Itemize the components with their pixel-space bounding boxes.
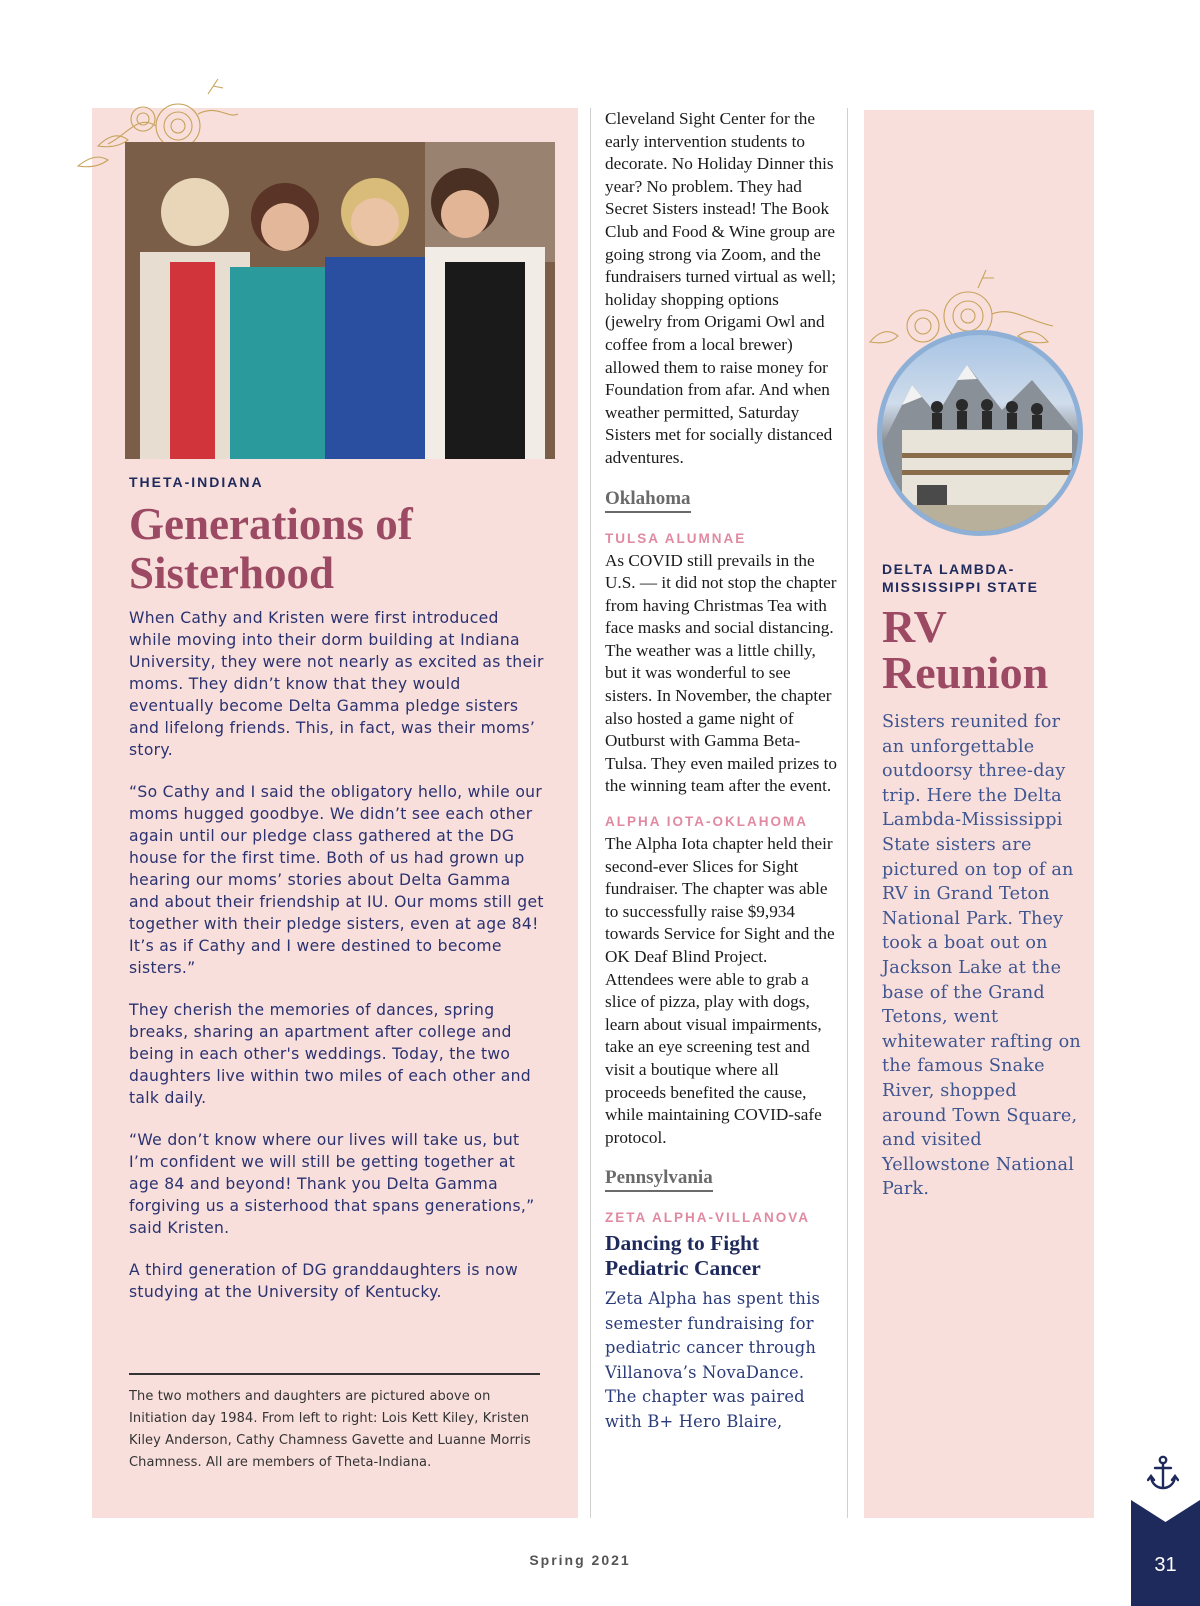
column-divider bbox=[847, 108, 848, 1518]
column-divider bbox=[590, 108, 591, 1518]
rv-reunion-photo bbox=[877, 330, 1083, 536]
article-title-line-2: Reunion bbox=[882, 647, 1049, 698]
paragraph: They cherish the memories of dances, spring breaks, sharing an apartment after college and being in each other's weddings. Today, the two daughters live within two miles of each other and talk daily. bbox=[129, 1001, 532, 1108]
paragraph: A third generation of DG granddaughters is now studying at the University of Kentucky. bbox=[129, 1261, 519, 1302]
article-title-line-1: Generations of bbox=[129, 499, 413, 549]
page-number: 31 bbox=[1154, 1554, 1177, 1576]
chapter-kicker: THETA-INDIANA bbox=[129, 474, 264, 490]
page-number-tab bbox=[1131, 1500, 1200, 1606]
paragraph: When Cathy and Kristen were first introduced while moving into their dorm building at Indiana University, they were not nearly as excited as their moms. They didn’t know that they would eventually become Delta Gamma pledge sisters and lifelong friends. This, in fact, was their moms’ story. bbox=[129, 609, 544, 760]
chapter-kicker bbox=[882, 560, 1087, 596]
caption-divider bbox=[129, 1373, 540, 1375]
article-title bbox=[882, 601, 1087, 698]
state-heading-oklahoma: Oklahoma bbox=[605, 488, 691, 513]
rv-reunion-text: Sisters reunited for an unforgettable outdoorsy three-day trip. Here the Delta Lambda-Mississippi State sisters are pictured on top of an RV in Grand Teton National Park. They took a boat out on Jackson Lake at the base of the Grand Tetons, went whitewater rafting on the famous Snake River, shopped around Town Square, and visited Yellowstone National Park. bbox=[882, 712, 1081, 1200]
anchor-icon bbox=[1147, 1455, 1179, 1491]
kicker-line-2: MISSISSIPPI STATE bbox=[882, 579, 1039, 595]
zeta-alpha-text: Zeta Alpha has spent this semester fundraising for pediatric cancer through Villanova’s NovaDance. The chapter was paired with B+ Hero Blaire, bbox=[605, 1289, 821, 1431]
issue-label: Spring 2021 bbox=[529, 1552, 631, 1568]
paragraph: “We don’t know where our lives will take us, but I’m confident we will still be getting together at age 84 and beyond! Thank you Delta Gamma forgiving us a sisterhood that spans generations,” said Kristen. bbox=[129, 1131, 535, 1238]
article-title bbox=[129, 500, 544, 597]
chapter-news-column bbox=[605, 108, 837, 1434]
chapter-heading-tulsa: TULSA ALUMNAE bbox=[605, 530, 747, 546]
article-title-line-1: RV bbox=[882, 601, 947, 652]
chapter-heading-zeta-alpha: ZETA ALPHA-VILLANOVA bbox=[605, 1210, 810, 1226]
theta-indiana-article bbox=[129, 474, 544, 1323]
tulsa-text: As COVID still prevails in the U.S. — it did not stop the chapter from having Christmas Tea with face masks and social distancing. The weather was a little chilly, but it was wonderful to see sisters. In November, the chapter also hosted a game night of Outburst with Gamma Beta-Tulsa. They even mailed prizes to the winning team after the event. bbox=[605, 550, 837, 796]
generations-photo bbox=[125, 142, 555, 459]
photo-caption: The two mothers and daughters are pictured above on Initiation day 1984. From left to right: Lois Kett Kiley, Kristen Kiley Anderson, Cathy Chamness Gavette and Luanne Morris Chamness. All are members of Theta-Indiana. bbox=[129, 1389, 531, 1470]
rv-reunion-article bbox=[882, 560, 1087, 1202]
state-heading-pennsylvania: Pennsylvania bbox=[605, 1167, 713, 1192]
article-title-line-2: Sisterhood bbox=[129, 547, 335, 598]
zeta-alpha-subtitle: Dancing to Fight Pediatric Cancer bbox=[605, 1231, 761, 1281]
continued-text: Cleveland Sight Center for the early intervention students to decorate. No Holiday Dinner this year? No problem. They had Secret Sisters instead! The Book Club and Food & Wine group are going strong via Zoom, and the fundraisers turned virtual as well; holiday shopping options (jewelry from Origami Owl and coffee from a local brewer) allowed them to raise money for Foundation from afar. And when weather permitted, Saturday Sisters met for socially distanced adventures. bbox=[605, 109, 837, 467]
paragraph: “So Cathy and I said the obligatory hello, while our moms hugged goodbye. We didn’t see each other again until our pledge class gathered at the DG house for the first time. Both of us had grown up hearing our moms’ stories about Delta Gamma and about their friendship at IU. Our moms still get together with their pledge sisters, even at age 84! It’s as if Cathy and I were destined to become sisters.” bbox=[129, 783, 544, 978]
alpha-iota-text: The Alpha Iota chapter held their second-ever Slices for Sight fundraiser. The chapter was able to successfully raise $9,934 towards Service for Sight and the OK Deaf Blind Project. Attendees were able to grab a slice of pizza, play with dogs, learn about visual impairments, take an eye screening test and visit a boutique where all proceeds benefited the cause, while maintaining COVID-safe protocol. bbox=[605, 834, 835, 1147]
kicker-line-1: DELTA LAMBDA- bbox=[882, 561, 1015, 577]
chapter-heading-alpha-iota: ALPHA IOTA-OKLAHOMA bbox=[605, 814, 808, 830]
